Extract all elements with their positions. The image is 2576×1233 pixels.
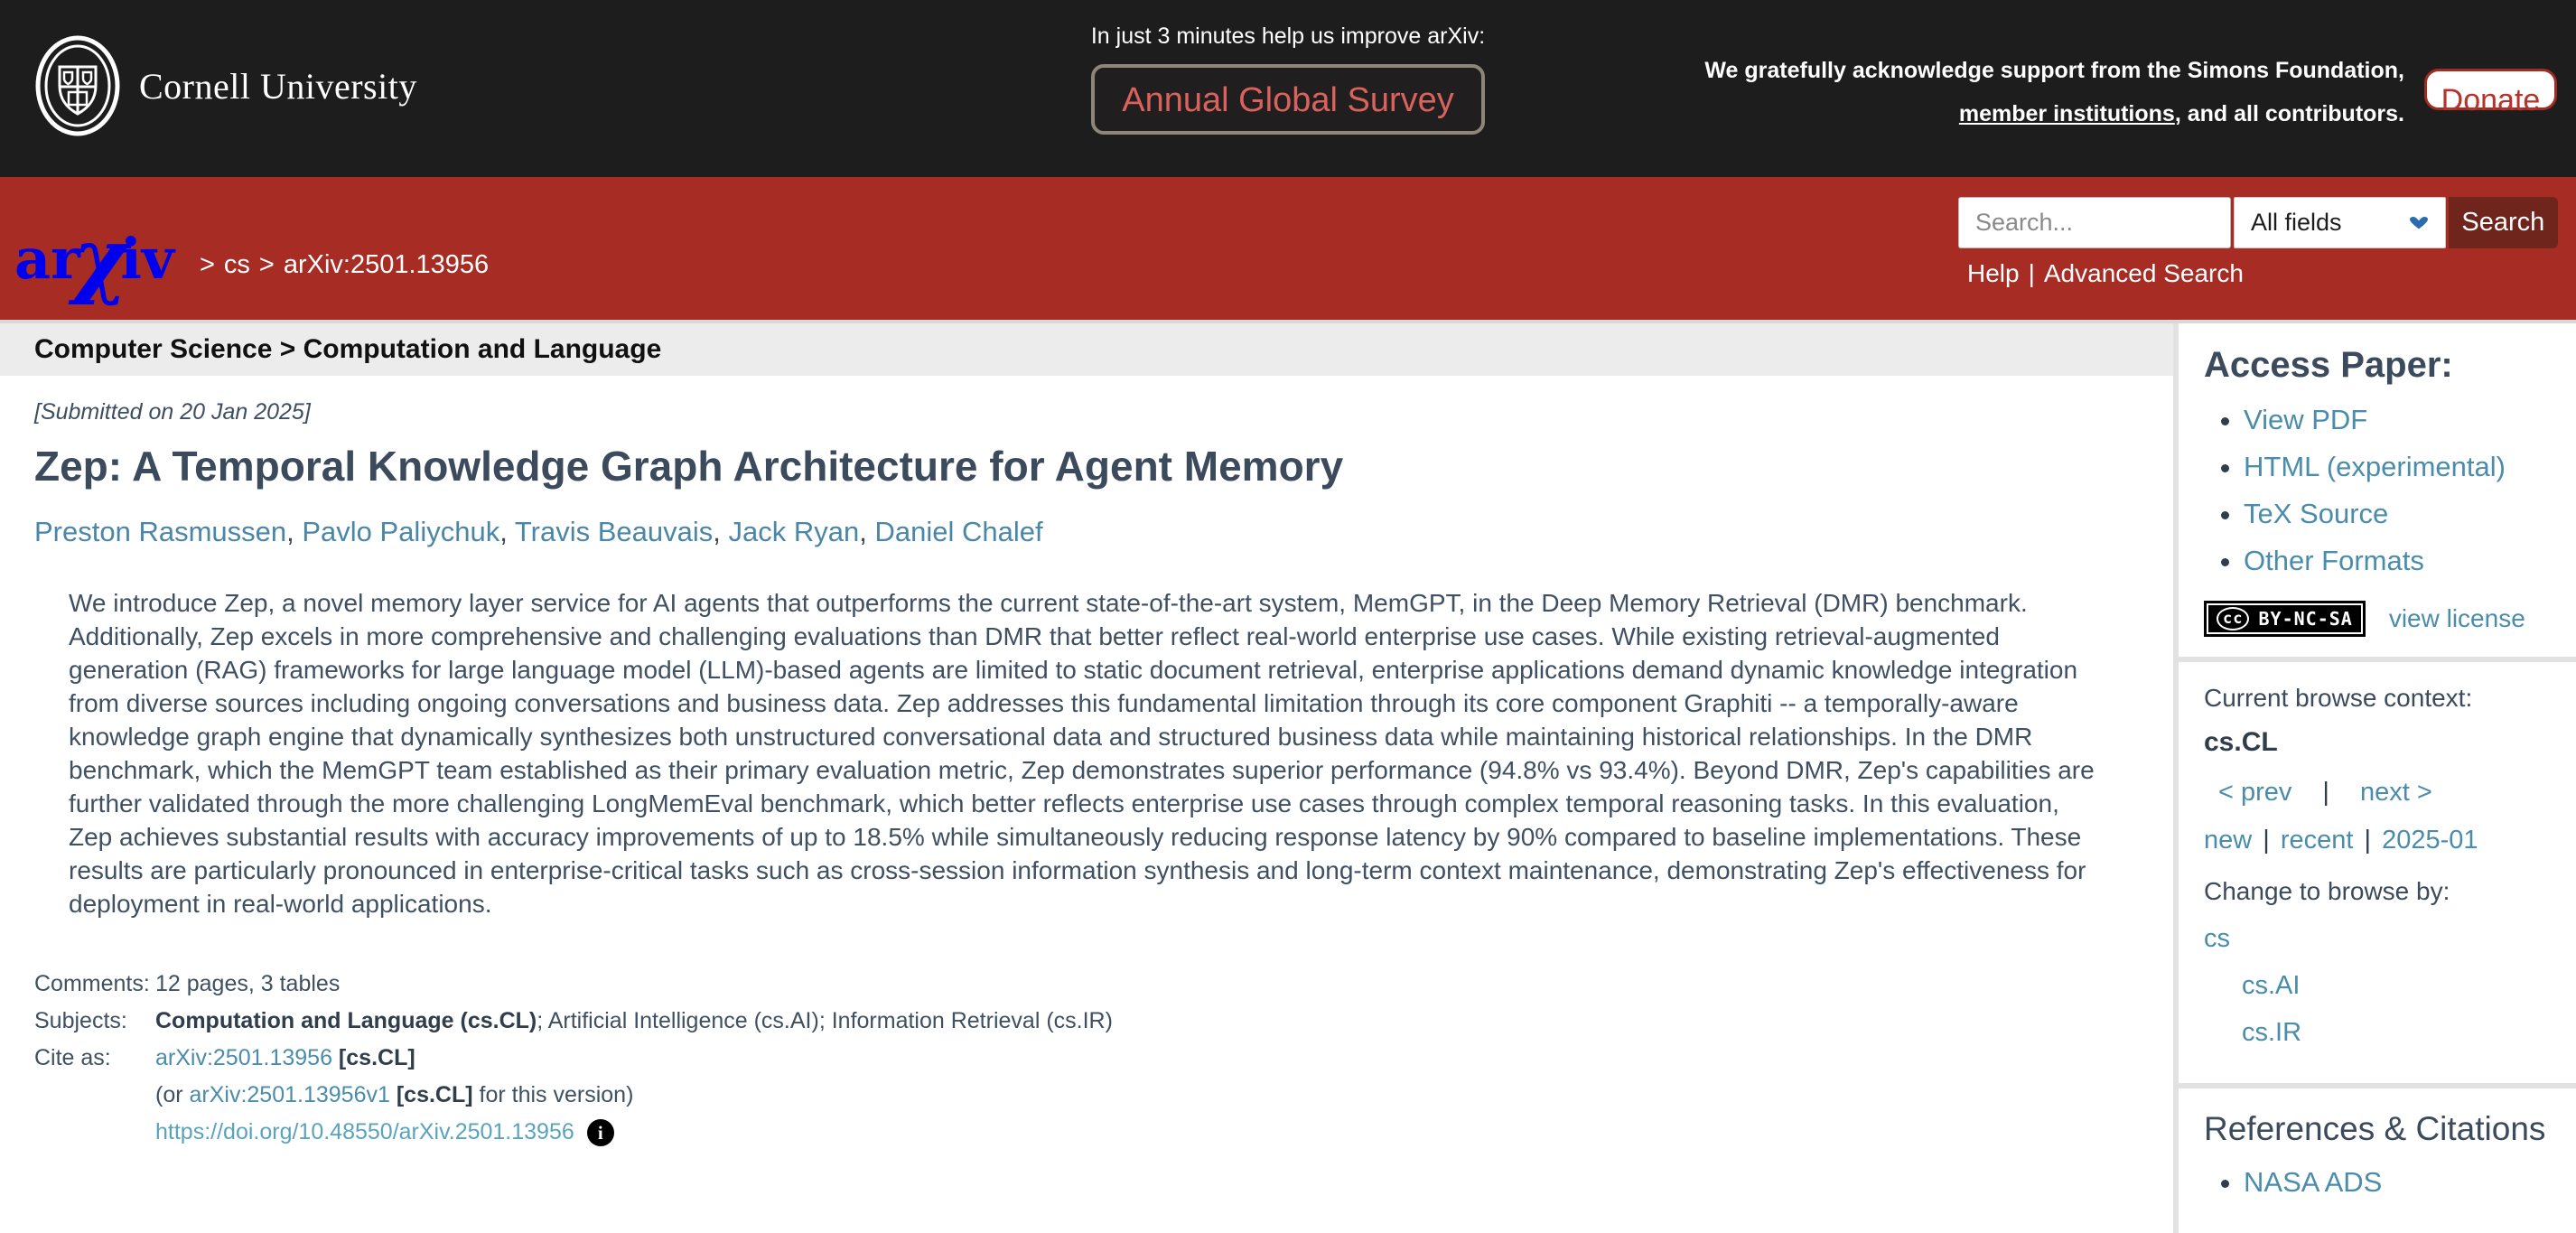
next-link[interactable]: next > [2359,778,2432,807]
arxiv-header [0,177,2576,323]
chevron-down-icon [2407,214,2431,232]
access-link-item [2244,498,2558,530]
browse-context-value: cs.CL [2204,727,2278,757]
subjects-rest: ; Artificial Intelligence (cs.AI); Information Retrieval (cs.IR) [537,1008,1113,1033]
subjects-row [34,1003,1113,1040]
search-area [1958,197,2558,288]
view-license-link[interactable]: view license [2388,604,2525,632]
category-link[interactable]: cs [2204,924,2230,953]
search-button[interactable]: Search [2449,197,2558,248]
field-selector-value: All fields [2251,209,2342,236]
top-banner [0,0,2576,177]
doi-link[interactable]: https://doi.org/10.48550/arXiv.2501.13956 [155,1119,574,1144]
browse-nav-link[interactable]: recent [2280,826,2354,855]
submission-date: [Submitted on 20 Jan 2025] [34,399,311,425]
category-subheader: Computer Science > Computation and Language [0,323,2173,376]
donate-button[interactable]: Donate [2424,69,2557,110]
field-selector[interactable] [2234,197,2446,248]
cornell-logo[interactable] [34,34,417,137]
advanced-search-link[interactable]: Advanced Search [2043,259,2244,287]
breadcrumb-cs-link[interactable]: cs [223,250,250,279]
browse-nav-link[interactable]: 2025-01 [2382,826,2478,855]
access-links [2204,404,2558,577]
cc-license-badge[interactable] [2204,601,2366,637]
info-icon[interactable]: i [587,1119,614,1146]
support-line2 [1704,92,2404,135]
prev-next-nav [2204,778,2558,808]
comments-value: 12 pages, 3 tables [155,971,341,996]
author-link[interactable]: Preston Rasmussen [34,516,287,547]
cite-label: Cite as: [34,1045,111,1070]
references-citations-title: References & Citations [2204,1110,2546,1147]
help-divider: | [2028,259,2035,287]
subjects-value [155,1003,1113,1040]
version-row [34,1077,1113,1114]
survey-prompt: In just 3 minutes help us improve arXiv: [1090,23,1486,49]
references-citations-box [2179,1088,2576,1233]
breadcrumb [191,250,489,287]
browse-nav [2204,826,2558,855]
sidebar [2173,323,2576,1233]
search-input[interactable] [1958,197,2231,248]
category-link[interactable]: cs.IR [2242,1018,2302,1047]
category-link[interactable]: cs.AI [2242,971,2301,1000]
author-link[interactable]: Pavlo Paliychuk [302,516,500,547]
version-suffix: for this version) [472,1082,634,1107]
survey-block [882,23,1694,135]
cite-row [34,1040,1113,1077]
annual-global-survey-button[interactable]: Annual Global Survey [1091,64,1485,135]
browse-nav-divider: | [2357,826,2379,855]
access-link[interactable]: HTML (experimental) [2244,451,2506,482]
prev-next-divider: | [2322,778,2329,807]
member-institutions-link[interactable]: member institutions [1958,101,2175,126]
help-links [1967,259,2558,288]
access-paper-box [2179,323,2576,662]
category-row [2204,969,2558,1002]
version-prefix: (or [155,1082,190,1107]
author-list: Preston Rasmussen, Pavlo Paliychuk, Travis Beauvais, Jack Ryan, Daniel Chalef [34,516,1043,547]
support-line1: We gratefully acknowledge support from the Simons Foundation, [1704,58,2404,83]
support-line2-rest: , and all contributors. [2174,101,2404,126]
version-link[interactable]: arXiv:2501.13956v1 [189,1082,390,1107]
browse-nav-link[interactable]: new [2204,826,2253,855]
cite-arxiv-link[interactable]: arXiv:2501.13956 [155,1045,332,1070]
support-acknowledgement [1704,49,2404,135]
access-link[interactable]: TeX Source [2244,498,2389,529]
browse-context-box [2179,662,2576,1088]
access-link[interactable]: Other Formats [2244,545,2424,576]
author-link[interactable]: Travis Beauvais [514,516,714,547]
access-link-item [2244,404,2558,436]
main-column [0,323,2173,1233]
help-link[interactable]: Help [1967,259,2020,287]
logo-iv: iv [120,226,174,293]
logo-ar: ar [14,226,80,293]
version-tag: [cs.CL] [389,1082,473,1107]
access-paper-title: Access Paper: [2204,345,2453,385]
license-row [2204,601,2558,637]
author-link[interactable]: Jack Ryan [728,516,860,547]
cornell-university-label: Cornell University [139,65,417,107]
cc-license-code: BY-NC-SA [2258,608,2353,630]
category-row [2204,1016,2558,1049]
access-link-item [2244,545,2558,577]
access-link-item [2244,451,2558,483]
breadcrumb-sep: > [199,250,215,279]
author-link[interactable]: Daniel Chalef [874,516,1043,547]
browse-context-label: Current browse context: [2204,684,2473,712]
change-browse-label: Change to browse by: [2204,877,2450,905]
comments-row [34,966,1113,1003]
subjects-primary: Computation and Language (cs.CL) [155,1008,537,1033]
abstract-text: We introduce Zep, a novel memory layer service for AI agents that outperforms the current state-of-the-art system, MemGPT, in the Deep Memory Retrieval (DMR) benchmark. Additionally, Zep excels in more comprehensive and challenging evaluations than DMR that better reflect real-world enterprise use cases. While existing retrieval-augmented generation (RAG) frameworks for large language model (LLM)-based agents are limited to static document retrieval, enterprise applications demand dynamic knowledge integration from diverse sources including ongoing conversations and business data. Zep addresses this fundamental limitation through its core component Graphiti -- a temporally-aware knowledge graph engine that dynamically synthesizes both unstructured conversational data and structured business data while maintaining historical relationships. In the DMR benchmark, which the MemGPT team established as their primary evaluation metric, Zep demonstrates superior performance (94.8% vs 93.4%). Beyond DMR, Zep's capabilities are further validated through the more challenging LongMemEval benchmark, which better reflects enterprise use cases through complex temporal reasoning tasks. In this evaluation, Zep achieves substantial results with accuracy improvements of up to 18.5% while simultaneously reducing response latency by 90% compared to baseline implementations. These results are particularly pronounced in enterprise-critical tasks such as cross-session information synthesis and long-term context maintenance, demonstrating Zep's effectiveness for deployment in real-world applications. [69,589,2095,918]
logo-x: χ [72,210,128,308]
refs-links [2204,1166,2558,1199]
comments-label: Comments: [34,971,150,996]
cc-icon: cc [2217,607,2249,631]
paper-metadata [34,966,1113,1151]
arxiv-logo[interactable] [14,210,174,308]
browse-nav-divider: | [2255,826,2277,855]
paper-title: Zep: A Temporal Knowledge Graph Architecture for Agent Memory [34,443,1344,490]
category-row [2204,922,2558,955]
breadcrumb-paper-id: arXiv:2501.13956 [283,250,490,279]
browse-categories [2204,922,2558,1049]
cornell-seal-icon [34,34,121,137]
access-link[interactable]: View PDF [2244,404,2368,435]
prev-link[interactable]: < prev [2218,778,2292,807]
subjects-label: Subjects: [34,1008,127,1033]
reference-link[interactable]: NASA ADS [2244,1166,2383,1198]
breadcrumb-sep: > [258,250,275,279]
cite-tag: [cs.CL] [331,1045,415,1070]
doi-row [34,1114,1113,1151]
reference-link-item [2244,1166,2558,1199]
